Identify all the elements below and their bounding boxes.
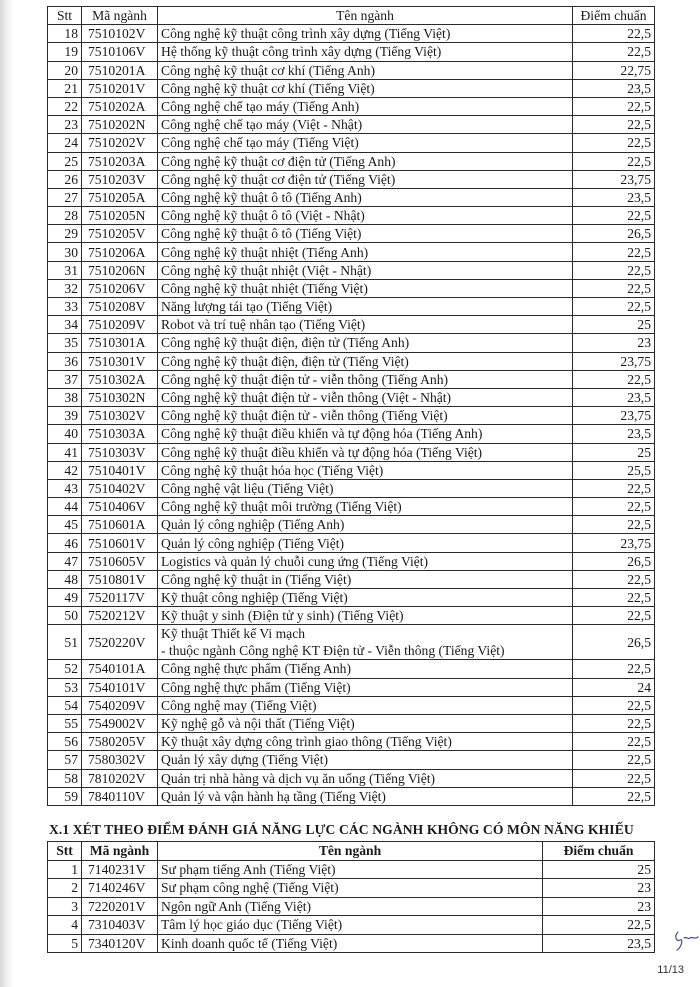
row-stt: 26 <box>48 170 82 188</box>
row-name: Công nghệ kỹ thuật điều khiển và tự động hóa (Tiếng Việt) <box>158 443 573 461</box>
row-score: 22,5 <box>573 696 655 714</box>
row-stt: 59 <box>48 787 82 805</box>
row-score: 23,5 <box>573 388 655 406</box>
table-row <box>48 261 655 279</box>
table-header-row <box>48 842 655 861</box>
header-name: Tên ngành <box>158 842 543 861</box>
row-score: 22,5 <box>543 916 655 935</box>
row-score: 22,5 <box>573 769 655 787</box>
row-score: 22,5 <box>573 207 655 225</box>
table-row <box>48 552 655 570</box>
table-row <box>48 479 655 497</box>
table-row <box>48 225 655 243</box>
table-row <box>48 443 655 461</box>
row-score: 23 <box>543 879 655 898</box>
row-name: Kỹ thuật công nghiệp (Tiếng Việt) <box>158 589 573 607</box>
row-stt: 3 <box>48 897 82 916</box>
row-name: Quản lý và vận hành hạ tầng (Tiếng Việt) <box>158 787 573 805</box>
row-stt: 51 <box>48 625 82 660</box>
row-name: Công nghệ kỹ thuật cơ khí (Tiếng Việt) <box>158 79 573 97</box>
row-code: 7510201V <box>82 79 158 97</box>
row-name: Kinh doanh quốc tế (Tiếng Việt) <box>158 934 543 953</box>
row-stt: 56 <box>48 733 82 751</box>
row-score: 26,5 <box>573 625 655 660</box>
table-row <box>48 879 655 898</box>
row-score: 22,5 <box>573 152 655 170</box>
table-row <box>48 897 655 916</box>
row-score: 23,5 <box>573 79 655 97</box>
row-code: 7520220V <box>82 625 158 660</box>
row-stt: 21 <box>48 79 82 97</box>
row-code: 7510202N <box>82 116 158 134</box>
row-code: 7520212V <box>82 607 158 625</box>
row-code: 7510201A <box>82 61 158 79</box>
competency-scores-table <box>47 841 655 953</box>
row-code: 7510303V <box>82 443 158 461</box>
row-code: 7510302V <box>82 407 158 425</box>
table-row <box>48 279 655 297</box>
section-heading: X.1 XÉT THEO ĐIỂM ĐÁNH GIÁ NĂNG LỰC CÁC NGÀNH KHÔNG CÓ MÔN NĂNG KHIẾU <box>49 822 634 837</box>
row-code: 7310403V <box>82 916 158 935</box>
row-stt: 25 <box>48 152 82 170</box>
row-code: 7540101A <box>82 660 158 678</box>
row-score: 22,5 <box>573 498 655 516</box>
row-score: 22,5 <box>573 97 655 115</box>
table-row <box>48 625 655 660</box>
table-row <box>48 733 655 751</box>
row-code: 7510303A <box>82 425 158 443</box>
header-stt: Stt <box>48 842 82 861</box>
row-code: 7510202V <box>82 134 158 152</box>
row-name: Công nghệ may (Tiếng Việt) <box>158 696 573 714</box>
row-name: Công nghệ kỹ thuật nhiệt (Tiếng Anh) <box>158 243 573 261</box>
table-row <box>48 696 655 714</box>
row-name: Công nghệ kỹ thuật điện, điện tử (Tiếng Việt) <box>158 352 573 370</box>
table-row <box>48 243 655 261</box>
row-code: 7510301V <box>82 352 158 370</box>
row-code: 7510206A <box>82 243 158 261</box>
row-stt: 32 <box>48 279 82 297</box>
row-name: Công nghệ chế tạo máy (Tiếng Việt) <box>158 134 573 152</box>
row-code: 7510203A <box>82 152 158 170</box>
row-code: 7510208V <box>82 298 158 316</box>
row-code: 7510302A <box>82 370 158 388</box>
row-stt: 47 <box>48 552 82 570</box>
row-stt: 45 <box>48 516 82 534</box>
row-name: Kỹ nghệ gỗ và nội thất (Tiếng Việt) <box>158 714 573 732</box>
row-code: 7510401V <box>82 461 158 479</box>
table-row <box>48 316 655 334</box>
row-code: 7510206N <box>82 261 158 279</box>
row-name: Sư phạm công nghệ (Tiếng Việt) <box>158 879 543 898</box>
table-row <box>48 751 655 769</box>
row-name: Công nghệ kỹ thuật cơ điện tử (Tiếng Việt) <box>158 170 573 188</box>
table-row <box>48 388 655 406</box>
row-stt: 33 <box>48 298 82 316</box>
row-stt: 57 <box>48 751 82 769</box>
row-code: 7510209V <box>82 316 158 334</box>
row-score: 25 <box>543 860 655 879</box>
row-stt: 48 <box>48 570 82 588</box>
row-name: Công nghệ kỹ thuật in (Tiếng Việt) <box>158 570 573 588</box>
row-stt: 38 <box>48 388 82 406</box>
row-score: 22,5 <box>573 516 655 534</box>
row-score: 22,5 <box>573 714 655 732</box>
table-row <box>48 714 655 732</box>
row-stt: 44 <box>48 498 82 516</box>
row-name: Robot và trí tuệ nhân tạo (Tiếng Việt) <box>158 316 573 334</box>
row-score: 23,75 <box>573 352 655 370</box>
row-score: 22,5 <box>573 370 655 388</box>
row-score: 23 <box>573 334 655 352</box>
row-stt: 37 <box>48 370 82 388</box>
row-code: 7549002V <box>82 714 158 732</box>
table-row <box>48 570 655 588</box>
table-row <box>48 425 655 443</box>
table-row <box>48 97 655 115</box>
row-name: Công nghệ kỹ thuật điện tử - viễn thông (Tiếng Việt) <box>158 407 573 425</box>
row-name: Công nghệ kỹ thuật cơ điện tử (Tiếng Anh) <box>158 152 573 170</box>
header-stt: Stt <box>48 7 82 25</box>
row-name: Công nghệ thực phẩm (Tiếng Việt) <box>158 678 573 696</box>
row-code: 7540101V <box>82 678 158 696</box>
table-row <box>48 534 655 552</box>
row-name: Quản lý công nghiệp (Tiếng Anh) <box>158 516 573 534</box>
row-stt: 54 <box>48 696 82 714</box>
row-score: 25 <box>573 316 655 334</box>
admission-scores-table <box>47 6 655 806</box>
row-stt: 5 <box>48 934 82 953</box>
row-score: 23,75 <box>573 407 655 425</box>
row-code: 7340120V <box>82 934 158 953</box>
row-code: 7510601A <box>82 516 158 534</box>
row-stt: 58 <box>48 769 82 787</box>
row-name: Công nghệ kỹ thuật cơ khí (Tiếng Anh) <box>158 61 573 79</box>
row-score: 22,5 <box>573 25 655 43</box>
table-row <box>48 589 655 607</box>
row-name: Công nghệ kỹ thuật môi trường (Tiếng Việt) <box>158 498 573 516</box>
row-name: Công nghệ kỹ thuật điện tử - viễn thông (Tiếng Anh) <box>158 370 573 388</box>
row-stt: 1 <box>48 860 82 879</box>
page-number: 11/13 <box>657 964 684 976</box>
row-stt: 55 <box>48 714 82 732</box>
row-stt: 41 <box>48 443 82 461</box>
row-stt: 53 <box>48 678 82 696</box>
table-row <box>48 934 655 953</box>
row-score: 25 <box>573 443 655 461</box>
row-name: Logistics và quản lý chuỗi cung ứng (Tiếng Việt) <box>158 552 573 570</box>
row-stt: 46 <box>48 534 82 552</box>
row-code: 7140231V <box>82 860 158 879</box>
row-name: Công nghệ kỹ thuật nhiệt (Việt - Nhật) <box>158 261 573 279</box>
row-score: 22,5 <box>573 733 655 751</box>
row-code: 7510205N <box>82 207 158 225</box>
row-code: 7540209V <box>82 696 158 714</box>
row-stt: 28 <box>48 207 82 225</box>
row-name: Công nghệ kỹ thuật nhiệt (Tiếng Việt) <box>158 279 573 297</box>
row-stt: 36 <box>48 352 82 370</box>
row-name: Công nghệ thực phẩm (Tiếng Anh) <box>158 660 573 678</box>
row-stt: 4 <box>48 916 82 935</box>
row-code: 7510301A <box>82 334 158 352</box>
row-name: Quản trị nhà hàng và dịch vụ ăn uống (Tiếng Việt) <box>158 769 573 787</box>
table-row <box>48 188 655 206</box>
row-name <box>158 625 573 660</box>
row-stt: 29 <box>48 225 82 243</box>
header-code: Mã ngành <box>82 7 158 25</box>
row-stt: 31 <box>48 261 82 279</box>
table-body <box>48 25 655 806</box>
row-name: Ngôn ngữ Anh (Tiếng Việt) <box>158 897 543 916</box>
table-row <box>48 660 655 678</box>
row-code: 7140246V <box>82 879 158 898</box>
row-score: 22,5 <box>573 479 655 497</box>
row-score: 26,5 <box>573 225 655 243</box>
row-name: Tâm lý học giáo dục (Tiếng Việt) <box>158 916 543 935</box>
row-score: 24 <box>573 678 655 696</box>
table-row <box>48 678 655 696</box>
table-row <box>48 79 655 97</box>
row-name: Kỹ thuật y sinh (Điện tử y sinh) (Tiếng Việt) <box>158 607 573 625</box>
table-row <box>48 43 655 61</box>
row-code: 7510205A <box>82 188 158 206</box>
row-code: 7510205V <box>82 225 158 243</box>
table-row <box>48 61 655 79</box>
row-stt: 34 <box>48 316 82 334</box>
row-stt: 43 <box>48 479 82 497</box>
row-stt: 22 <box>48 97 82 115</box>
table-row <box>48 116 655 134</box>
row-stt: 49 <box>48 589 82 607</box>
row-name: Sư phạm tiếng Anh (Tiếng Việt) <box>158 860 543 879</box>
row-name: Quản lý công nghiệp (Tiếng Việt) <box>158 534 573 552</box>
table-row <box>48 916 655 935</box>
header-name: Tên ngành <box>158 7 573 25</box>
table-row <box>48 352 655 370</box>
row-name: Công nghệ chế tạo máy (Việt - Nhật) <box>158 116 573 134</box>
row-code: 7840110V <box>82 787 158 805</box>
row-score: 22,5 <box>573 243 655 261</box>
row-name-line2: - thuộc ngành Công nghệ KT Điện tử - Viễn thông (Tiếng Việt) <box>161 643 505 659</box>
row-name: Công nghệ kỹ thuật ô tô (Việt - Nhật) <box>158 207 573 225</box>
row-name-line1: Kỹ thuật Thiết kế Vi mạch <box>161 626 306 642</box>
table-row <box>48 607 655 625</box>
row-score: 22,5 <box>573 660 655 678</box>
table-row <box>48 152 655 170</box>
row-stt: 40 <box>48 425 82 443</box>
row-stt: 20 <box>48 61 82 79</box>
row-score: 22,5 <box>573 607 655 625</box>
row-stt: 18 <box>48 25 82 43</box>
page-edge-shadow <box>0 0 14 987</box>
row-score: 22,5 <box>573 589 655 607</box>
row-stt: 30 <box>48 243 82 261</box>
row-score: 25,5 <box>573 461 655 479</box>
row-name: Công nghệ kỹ thuật điện tử - viễn thông (Việt - Nhật) <box>158 388 573 406</box>
table-row <box>48 769 655 787</box>
row-stt: 52 <box>48 660 82 678</box>
table-row <box>48 461 655 479</box>
table-row <box>48 134 655 152</box>
row-stt: 35 <box>48 334 82 352</box>
row-code: 7510601V <box>82 534 158 552</box>
row-score: 23,5 <box>573 188 655 206</box>
table-row <box>48 298 655 316</box>
row-code: 7510102V <box>82 25 158 43</box>
row-code: 7520117V <box>82 589 158 607</box>
row-name: Quản lý xây dựng (Tiếng Việt) <box>158 751 573 769</box>
row-code: 7510302N <box>82 388 158 406</box>
header-score: Điểm chuẩn <box>573 7 655 25</box>
row-code: 7580302V <box>82 751 158 769</box>
row-score: 23 <box>543 897 655 916</box>
table-row <box>48 498 655 516</box>
row-score: 23,5 <box>543 934 655 953</box>
row-score: 22,75 <box>573 61 655 79</box>
table-row <box>48 407 655 425</box>
table-row <box>48 207 655 225</box>
row-name: Hệ thống kỹ thuật công trình xây dựng (Tiếng Việt) <box>158 43 573 61</box>
row-stt: 2 <box>48 879 82 898</box>
row-stt: 27 <box>48 188 82 206</box>
row-score: 22,5 <box>573 751 655 769</box>
row-score: 22,5 <box>573 134 655 152</box>
row-name: Công nghệ kỹ thuật ô tô (Tiếng Anh) <box>158 188 573 206</box>
row-name: Công nghệ vật liệu (Tiếng Việt) <box>158 479 573 497</box>
row-score: 22,5 <box>573 570 655 588</box>
row-code: 7580205V <box>82 733 158 751</box>
row-score: 22,5 <box>573 279 655 297</box>
row-code: 7510203V <box>82 170 158 188</box>
table-row <box>48 860 655 879</box>
row-code: 7510801V <box>82 570 158 588</box>
row-name: Công nghệ kỹ thuật điều khiển và tự động hóa (Tiếng Anh) <box>158 425 573 443</box>
row-code: 7810202V <box>82 769 158 787</box>
row-code: 7510402V <box>82 479 158 497</box>
table-row <box>48 170 655 188</box>
row-score: 23,75 <box>573 534 655 552</box>
row-score: 22,5 <box>573 298 655 316</box>
table-body <box>48 860 655 953</box>
row-score: 22,5 <box>573 261 655 279</box>
row-stt: 50 <box>48 607 82 625</box>
row-code: 7510605V <box>82 552 158 570</box>
row-stt: 19 <box>48 43 82 61</box>
row-score: 23,75 <box>573 170 655 188</box>
row-code: 7220201V <box>82 897 158 916</box>
table-header-row <box>48 7 655 25</box>
table-row <box>48 516 655 534</box>
table-row <box>48 25 655 43</box>
header-score: Điểm chuẩn <box>543 842 655 861</box>
row-code: 7510206V <box>82 279 158 297</box>
row-stt: 24 <box>48 134 82 152</box>
row-name: Năng lượng tái tạo (Tiếng Việt) <box>158 298 573 316</box>
row-name: Kỹ thuật xây dựng công trình giao thông (Tiếng Việt) <box>158 733 573 751</box>
row-code: 7510106V <box>82 43 158 61</box>
row-name: Công nghệ kỹ thuật hóa học (Tiếng Việt) <box>158 461 573 479</box>
row-score: 23,5 <box>573 425 655 443</box>
row-score: 22,5 <box>573 116 655 134</box>
row-name: Công nghệ kỹ thuật điện, điện tử (Tiếng Anh) <box>158 334 573 352</box>
row-score: 22,5 <box>573 787 655 805</box>
table-row <box>48 334 655 352</box>
row-code: 7510202A <box>82 97 158 115</box>
row-name: Công nghệ kỹ thuật công trình xây dựng (Tiếng Việt) <box>158 25 573 43</box>
row-stt: 42 <box>48 461 82 479</box>
row-stt: 23 <box>48 116 82 134</box>
row-name: Công nghệ chế tạo máy (Tiếng Anh) <box>158 97 573 115</box>
table-row <box>48 787 655 805</box>
row-stt: 39 <box>48 407 82 425</box>
row-name: Công nghệ kỹ thuật ô tô (Tiếng Việt) <box>158 225 573 243</box>
table-row <box>48 370 655 388</box>
header-code: Mã ngành <box>82 842 158 861</box>
signature-mark <box>672 926 700 956</box>
row-score: 22,5 <box>573 43 655 61</box>
row-code: 7510406V <box>82 498 158 516</box>
row-score: 26,5 <box>573 552 655 570</box>
